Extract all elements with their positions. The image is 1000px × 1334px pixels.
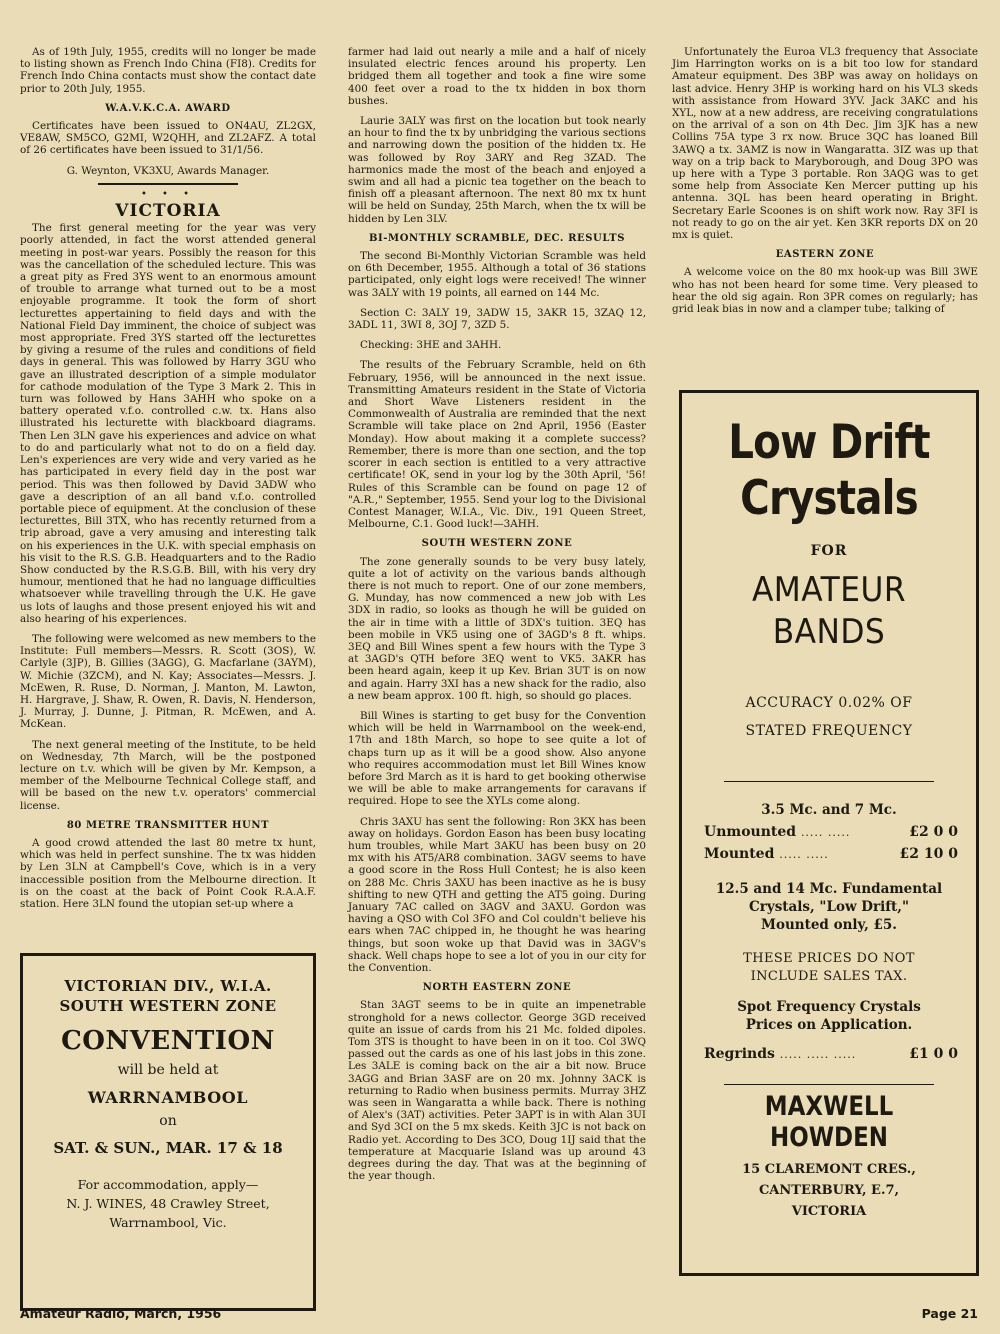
ad-frequency: 3.5 Mc. and 7 Mc. bbox=[761, 802, 897, 818]
price-value: £2 0 0 bbox=[909, 824, 958, 840]
price-row-mounted bbox=[704, 846, 958, 862]
north-eastern-heading: NORTH EASTERN ZONE bbox=[422, 982, 572, 994]
ad-accuracy bbox=[682, 689, 976, 745]
column-1 bbox=[20, 46, 316, 918]
convention-on: on bbox=[159, 1113, 177, 1129]
price-row-unmounted bbox=[704, 824, 958, 840]
convention-accommodation bbox=[23, 1175, 313, 1232]
ad-accuracy-line-1: ACCURACY 0.02% OF bbox=[745, 695, 913, 711]
price-value: £2 10 0 bbox=[899, 846, 958, 862]
eastern-zone-heading: EASTERN ZONE bbox=[775, 249, 875, 261]
ad-address-line-2: CANTERBURY, E.7, bbox=[758, 1183, 900, 1198]
price-dots: ..... ..... bbox=[800, 826, 851, 839]
hunt-heading: 80 METRE TRANSMITTER HUNT bbox=[66, 819, 270, 831]
hunt-paragraph-1-continued: farmer had laid out nearly a mile and a half of nicely insulated electric fences around his property. Len bridged them all together and took a fine wire some 400 feet over a road to the tx hidden in box thorn bushes. bbox=[348, 46, 646, 107]
scramble-heading: BI-MONTHLY SCRAMBLE, DEC. RESULTS bbox=[368, 232, 626, 244]
ad-headline-line-1: Low Drift bbox=[728, 415, 930, 470]
eastern-zone-paragraph-1: A welcome voice on the 80 mx hook-up was Bill 3WE who has not been heard for some time. Very pleased to hear the old sig again. Ron 3PR comes on regularly; has grid leak bias in now and a clamper tube; talking of bbox=[672, 266, 978, 316]
south-western-heading: SOUTH WESTERN ZONE bbox=[421, 538, 573, 550]
south-western-paragraph-3: Chris 3AXU has sent the following: Ron 3KX has been away on holidays. Gordon Eason has been busy locating hum troubles, while Mart 3AKU has been busy on 20 mx with his AT5/AR8 combination. 3AGV seems to have a good score in the Ross Hull Contest; he is also keen on 288 Mc. Chris 3AXU has been inactive as he is busy shifting to new QTH and getting the AT5 going. During January 7AC called on 3AGV and 3AXU. Gordon was having a QSO with Col 3FO and Col couldn't believe his ears when 7AC chipped in, he thought he was hearing things, but soon woke up that David was in 3AGV's shack. Well chaps hope to see a lot of you in our city for the Convention. bbox=[348, 815, 646, 975]
price-label: Mounted bbox=[704, 846, 775, 862]
ad-address-line-1: 15 CLAREMONT CRES., bbox=[742, 1162, 916, 1177]
award-paragraph: Certificates have been issued to ON4AU, ZL2GX, VE8AW, SM5CO, G2MI, W2QHH, and ZL2AFZ. A total of 26 certificates have been issued to 31/1/56. bbox=[20, 120, 316, 157]
ad-spot-frequency bbox=[682, 998, 976, 1034]
price-label: Regrinds bbox=[704, 1046, 775, 1062]
ad-amateur: AMATEUR bbox=[751, 570, 907, 610]
north-eastern-paragraph-1: Stan 3AGT seems to be in quite an impenetrable stronghold for a news collector. George 3GD received quite an issue of cards from his 21 Mc. folded dipoles. Tom 3TS is thought to have been in on it too. Col 3WQ passed out the cards as one of his last jobs in this zone. Les 3ALE is coming back on the air a bit now. Bruce 3AGG and Brian 3ASF are on 20 mx. Johnny 3ACK is returning to Radio when business permits. Murray 3HZ was seen in Wangaratta a while back. There is nothing of Alex's (3AT) activities. Peter 3APT is in with Alan 3UI and Syd 3CI on the 5 mx skeds. Keith 3JC is not back on Radio yet. According to Des 3CO, Doug 1IJ said that the temperature at Macquarie Island was up around 43 degrees during the day. That was at the beginning of the year though. bbox=[348, 999, 646, 1183]
convention-title: CONVENTION bbox=[61, 1026, 275, 1056]
column-2 bbox=[348, 46, 646, 1190]
crystals-advertisement bbox=[679, 390, 979, 1276]
ad-divider-2 bbox=[724, 1084, 934, 1085]
accommodation-line-1: For accommodation, apply— bbox=[77, 1177, 259, 1192]
price-value: £1 0 0 bbox=[909, 1046, 958, 1062]
price-row-regrinds bbox=[704, 1046, 958, 1062]
convention-city: WARRNAMBOOL bbox=[87, 1088, 249, 1107]
award-heading: W.A.V.K.C.A. AWARD bbox=[105, 102, 231, 114]
intro-paragraph: As of 19th July, 1955, credits will no longer be made to listing shown as French Indo China (FI8). Credits for French Indo China contacts must show the contact date prior to 20th July, 1955. bbox=[20, 46, 316, 95]
award-signature: G. Weynton, VK3XU, Awards Manager. bbox=[66, 164, 270, 177]
victoria-heading: VICTORIA bbox=[115, 201, 221, 222]
convention-date: SAT. & SUN., MAR. 17 & 18 bbox=[53, 1139, 283, 1157]
ad-tax-note bbox=[682, 950, 976, 986]
accommodation-line-3: Warrnambool, Vic. bbox=[109, 1215, 227, 1230]
victoria-paragraph-2: The following were welcomed as new members to the Institute: Full members—Messrs. R. Scott (3OS), W. Carlyle (3JP), B. Gillies (3AGG), G. Macfarlane (3AYM), W. Michie (3ZCM), and N. Kay; Associates—Messrs. J. McEwen, R. Ruse, D. Norman, J. Manton, M. Lawton, H. Hargrave, J. Shaw, R. Owen, R. Davis, N. Henderson, J. Murray, J. Dunne, J. Pitman, R. McEwen, and A. McKean. bbox=[20, 632, 316, 731]
scramble-paragraph-2: Section C: 3ALY 19, 3ADW 15, 3AKR 15, 3ZAQ 12, 3ADL 11, 3WI 8, 3OJ 7, 3ZD 5. bbox=[348, 306, 646, 332]
scramble-paragraph-4: The results of the February Scramble, held on 6th February, 1956, will be announced in the next issue. Transmitting Amateurs resident in the State of Victoria and Short Wave Listeners resident in the Commonwealth of Australia are reminded that the next Scramble will take place on 2nd April, 1956 (Easter Monday). How about making it a complete success? Remember, there is more than one section, and the top scorer in each section is entitled to a very attractive certificate! OK, send in your log by the 30th April, '56! Rules of this Scramble can be found on page 12 of "A.R.," September, 1955. Send your log to the Divisional Contest Manager, W.I.A., Vic. Div., 191 Queen Street, Melbourne, C.1. Good luck!—3AHH. bbox=[348, 359, 646, 531]
convention-zone: SOUTH WESTERN ZONE bbox=[59, 997, 277, 1015]
footer-page-number: Page 21 bbox=[921, 1306, 978, 1321]
convention-notice-box bbox=[20, 953, 316, 1311]
price-label: Unmounted bbox=[704, 824, 797, 840]
ad-spot-line-1: Spot Frequency Crystals bbox=[737, 999, 921, 1015]
ad-tax-line-2: INCLUDE SALES TAX. bbox=[750, 969, 908, 984]
accommodation-line-2: N. J. WINES, 48 Crawley Street, bbox=[66, 1196, 270, 1211]
footer-publication: Amateur Radio, March, 1956 bbox=[20, 1306, 222, 1321]
scramble-paragraph-1: The second Bi-Monthly Victorian Scramble was held on 6th December, 1955. Although a total of 36 stations participated, only eight logs were received! The winner was 3ALY with 19 points, all earned on 144 Mc. bbox=[348, 250, 646, 299]
ad-for: FOR bbox=[810, 543, 848, 559]
north-eastern-paragraph-2: Unfortunately the Euroa VL3 frequency that Associate Jim Harrington works on is a bit too low for standard Amateur equipment. Des 3BP was away on holidays on last advice. Henry 3HP is working hard on his VL3 skeds with assistance from Howard 3YV. Jack 3AKC and his XYL, now at a new address, are receiving congratulations on the arrival of a son on 4th Dec. Jim 3JK has a new Collins 75A type 3 rx now. Bruce 3QC has loaned Bill 3AWQ a tx. 3AMZ is now in Wangaratta. 3IZ was up that way on a trip back to Maryborough, and Doug 3PO was up here with a Type 3 portable. Ron 3AQG was to get some help from Associate Ken Mercer putting up his antenna. 3QL has been heard operating in Bright. Secretary Earle Scoones is on shift work now. Ray 3FI is not ready to go on the air yet. Ken 3KR reports DX on 20 mx is quiet. bbox=[672, 46, 978, 242]
ad-accuracy-line-2: STATED FREQUENCY bbox=[745, 723, 913, 739]
hunt-paragraph-2: Laurie 3ALY was first on the location but took nearly an hour to find the tx by unbridging the various sections and narrowing down the position of the hidden tx. He was followed by Roy 3ARY and Reg 3ZAD. The harmonics made the most of the beach and enjoyed a swim and all had a picnic tea together on the beach to finish off a pleasant afternoon. The next 80 mx tx hunt will be held on Sunday, 25th March, when the tx will be hidden by Len 3LV. bbox=[348, 115, 646, 225]
ad-divider bbox=[724, 781, 934, 782]
ad-fundamental bbox=[682, 880, 976, 934]
ad-address-line-3: VICTORIA bbox=[791, 1204, 867, 1219]
price-dots: ..... ..... bbox=[779, 848, 829, 861]
scramble-paragraph-3: Checking: 3HE and 3AHH. bbox=[360, 339, 502, 352]
south-western-paragraph-2: Bill Wines is starting to get busy for the Convention which will be held in Warrnambool on the week-end, 17th and 18th March, so hope to see quite a lot of chaps turn up as it will be a good show. Also anyone who requires accommodation must let Bill Wines know before 3rd March as it is hard to get booking otherwise we will be able to make arrangements for caravans if required. Hope to see the XYLs come along. bbox=[348, 709, 646, 808]
ad-address bbox=[682, 1159, 976, 1222]
ad-tax-line-1: THESE PRICES DO NOT bbox=[743, 951, 915, 966]
victoria-paragraph-1: The first general meeting for the year was very poorly attended, in fact the worst attended general meeting in post-war years. Possibly the reason for this was the cancellation of the scheduled lecture. This was a great pity as Fred 3YS went to an enormous amount of trouble to arrange what turned out to be a most enjoyable programme. It took the form of short lecturettes appertaining to field days and with the National Field Day imminent, the choice of subject was most appropriate. Fred 3YS started off the lecturettes by giving a resume of the rules and conditions of field days in general. This was followed by Harry 3GU who gave an illustrated description of a simple modulator for cathode modulation of the Type 3 Mark 2. This in turn was followed by Hans 3AHH who spoke on a battery operated v.f.o. controlled c.w. tx. Hans also illustrated his lecturette with blackboard diagrams. Then Len 3LN gave his experiences and advice on what to do and particularly what not to do on a field day. Len's experiences are very wide and very varied as he has participated in every field day in the post war period. This was then followed by David 3ADW who gave a description of an all band v.f.o. controlled portable piece of equipment. At the conclusion of these lecturettes, Bill 3TX, who has recently returned from a trip abroad, gave a very amusing and interesting talk on his experiences in the U.K. with special emphasis on his visit to the R.S. G.B. Headquarters and to the Radio Show conducted by the R.S.G.B. Bill, with his very dry humour, mentioned that he had no language difficulties whatsoever while travelling through the U.K. He gave us lots of laughs and those present enjoyed his wit and also hearing of his experiences. bbox=[20, 222, 316, 625]
ad-fundamental-line-3: Mounted only, £5. bbox=[761, 917, 897, 933]
ad-company-name: MAXWELL HOWDEN bbox=[764, 1091, 894, 1153]
convention-division: VICTORIAN DIV., W.I.A. bbox=[64, 977, 272, 995]
south-western-paragraph-1: The zone generally sounds to be very busy lately, quite a lot of activity on the various bands although there is not much to report. One of our zone members, G. Munday, has now commenced a new job with Les 3DX in radio, so looks as though he will be guided on the air in time with a little of 3DX's tuition. 3EQ has been mobile in VK5 using one of 3AGD's 8 ft. whips. 3EQ and Bill Wines spent a few hours with the Type 3 at 3AGD's QTH before 3EQ went to VK5. 3AKR has been heard again, keep it up Kev. Brian 3UT is on now and again. Harry 3XI has a new shack for the radio, also a new beam approx. 100 ft. high, so should go places. bbox=[348, 555, 646, 702]
column-3 bbox=[672, 46, 978, 323]
convention-held-at: will be held at bbox=[117, 1062, 219, 1078]
section-divider bbox=[98, 183, 238, 185]
hunt-paragraph-1: A good crowd attended the last 80 metre tx hunt, which was held in perfect sunshine. The tx was hidden by Len 3LN at Campbell's Cove, which is in a very inaccessible position from the Melbourne direction. It is on the coast at the back of Point Cook R.A.A.F. station. Here 3LN found the utopian set-up where a bbox=[20, 836, 316, 910]
divider-dots: • • • bbox=[140, 188, 196, 200]
ad-headline-line-2: Crystals bbox=[740, 471, 918, 526]
ad-fundamental-line-1: 12.5 and 14 Mc. Fundamental bbox=[715, 881, 943, 897]
victoria-paragraph-3: The next general meeting of the Institute, to be held on Wednesday, 7th March, will be the postponed lecture on t.v. which will be given by Mr. Kempson, a member of the Melbourne Technical College staff, and will be based on the new t.v. operators' commercial license. bbox=[20, 738, 316, 812]
ad-bands: BANDS bbox=[772, 612, 886, 652]
ad-fundamental-line-2: Crystals, "Low Drift," bbox=[749, 899, 909, 915]
ad-spot-line-2: Prices on Application. bbox=[745, 1017, 913, 1033]
price-dots: ..... ..... ..... bbox=[779, 1048, 857, 1061]
